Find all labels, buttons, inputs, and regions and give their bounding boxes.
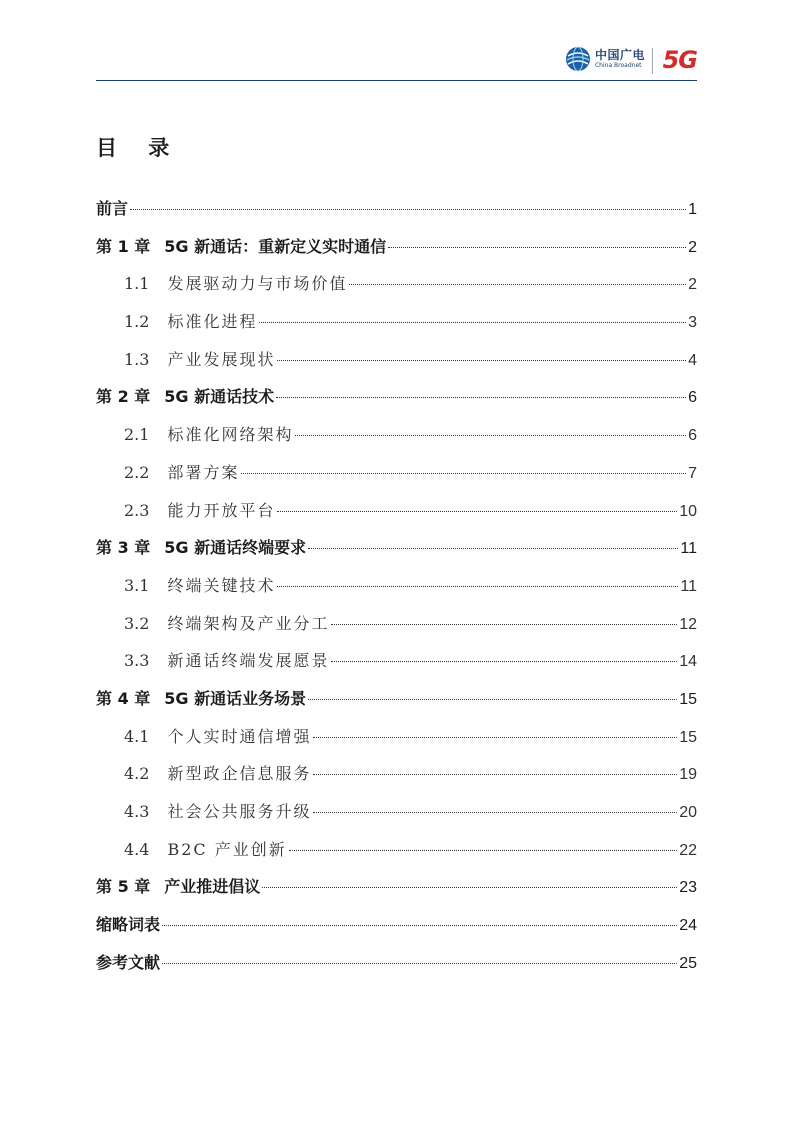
toc-dot-leader <box>130 209 686 210</box>
toc-entry-number: 2.3 <box>124 500 150 520</box>
table-of-contents <box>96 196 697 987</box>
toc-page-number: 15 <box>679 690 697 708</box>
logo-divider <box>652 48 653 74</box>
toc-entry-number: 第 3 章 <box>96 538 151 558</box>
toc-entry[interactable] <box>96 498 697 536</box>
toc-dot-leader <box>289 850 677 851</box>
toc-dot-leader <box>162 925 677 926</box>
toc-page-number: 19 <box>679 766 697 784</box>
toc-entry[interactable] <box>96 648 697 686</box>
toc-dot-leader <box>277 586 678 587</box>
toc-entry[interactable] <box>96 724 697 762</box>
toc-dot-leader <box>313 774 677 775</box>
toc-entry-number: 第 2 章 <box>96 387 151 407</box>
toc-dot-leader <box>349 284 686 285</box>
toc-dot-leader <box>259 322 686 323</box>
toc-entry-number: 2.1 <box>124 425 150 445</box>
toc-entry-label: 发展驱动力与市场价值 <box>167 274 348 294</box>
toc-entry-number: 第 1 章 <box>96 236 151 256</box>
toc-entry-label: 部署方案 <box>167 462 240 482</box>
logo-cn-text: 中国广电 <box>594 48 645 62</box>
page-title: 目 录 <box>96 136 182 160</box>
toc-page-number: 4 <box>688 351 697 369</box>
toc-entry-number: 4.1 <box>124 726 150 746</box>
toc-entry[interactable] <box>96 384 697 422</box>
toc-entry-label: 新型政企信息服务 <box>167 764 312 784</box>
toc-page-number: 11 <box>680 577 697 595</box>
toc-page-number: 3 <box>688 314 697 332</box>
toc-dot-leader <box>331 661 677 662</box>
toc-entry[interactable] <box>96 799 697 837</box>
toc-entry-number: 1.3 <box>124 349 150 369</box>
toc-page-number: 2 <box>688 276 697 294</box>
toc-entry[interactable] <box>96 535 697 573</box>
toc-entry-number: 第 4 章 <box>96 688 151 708</box>
toc-page-number: 6 <box>688 389 697 407</box>
toc-entry-number: 4.2 <box>124 764 150 784</box>
toc-entry-label: 社会公共服务升级 <box>167 802 312 821</box>
toc-entry-label: 个人实时通信增强 <box>167 726 312 746</box>
toc-entry-number: 3.1 <box>124 575 150 595</box>
toc-entry-number: 2.2 <box>124 462 150 482</box>
toc-entry-number: 1.2 <box>124 312 150 332</box>
toc-entry[interactable] <box>96 874 697 912</box>
toc-page-number: 10 <box>679 502 697 520</box>
toc-entry-label: 产业推进倡议 <box>164 877 261 897</box>
toc-dot-leader <box>276 397 686 398</box>
toc-entry[interactable] <box>96 347 697 385</box>
toc-entry-label: 5G 新通话终端要求 <box>164 538 307 558</box>
toc-entry[interactable] <box>96 912 697 950</box>
toc-entry[interactable] <box>96 271 697 309</box>
toc-page-number: 1 <box>688 201 697 218</box>
5g-logo: 5G <box>662 46 697 74</box>
toc-entry[interactable] <box>96 460 697 498</box>
toc-dot-leader <box>313 737 677 738</box>
toc-entry-label: B2C 产业创新 <box>167 839 287 859</box>
toc-entry[interactable] <box>96 686 697 724</box>
toc-page-number: 6 <box>688 427 697 445</box>
toc-dot-leader <box>295 435 686 436</box>
toc-entry-number: 第 5 章 <box>96 877 151 897</box>
toc-dot-leader <box>277 511 677 512</box>
toc-entry-number: 4.4 <box>124 839 150 859</box>
toc-dot-leader <box>308 548 678 549</box>
toc-entry-label: 5G 新通话：重新定义实时通信 <box>164 236 387 256</box>
toc-dot-leader <box>388 247 686 248</box>
toc-dot-leader <box>262 887 677 888</box>
toc-entry[interactable] <box>96 196 697 234</box>
toc-dot-leader <box>331 624 677 625</box>
toc-entry-number: 4.3 <box>124 802 150 821</box>
toc-page-number: 12 <box>679 615 697 633</box>
toc-dot-leader <box>162 963 677 964</box>
toc-entry-label: 5G 新通话业务场景 <box>164 688 307 708</box>
toc-entry-number: 3.3 <box>124 651 150 671</box>
toc-page-number: 23 <box>679 879 697 897</box>
page-header <box>96 40 697 81</box>
china-broadnet-logo <box>565 46 645 72</box>
toc-dot-leader <box>241 473 686 474</box>
toc-entry-number: 3.2 <box>124 613 150 633</box>
toc-entry[interactable] <box>96 234 697 272</box>
toc-entry-number: 1.1 <box>124 274 150 294</box>
toc-page-number: 15 <box>679 728 697 746</box>
toc-entry-label: 标准化进程 <box>167 312 258 332</box>
toc-page-number: 20 <box>679 804 697 821</box>
toc-entry-label: 终端关键技术 <box>167 575 276 595</box>
toc-entry-label: 产业发展现状 <box>167 349 276 369</box>
toc-page-number: 24 <box>679 917 697 935</box>
toc-entry-label: 标准化网络架构 <box>167 425 294 445</box>
toc-page-number: 7 <box>688 464 697 482</box>
toc-entry[interactable] <box>96 761 697 799</box>
toc-entry-label: 新通话终端发展愿景 <box>167 651 330 671</box>
toc-entry[interactable] <box>96 573 697 611</box>
toc-entry-label: 缩略词表 <box>96 915 161 935</box>
toc-page-number: 14 <box>679 653 697 671</box>
toc-entry[interactable] <box>96 309 697 347</box>
toc-entry-label: 终端架构及产业分工 <box>167 613 330 633</box>
toc-page-number: 2 <box>688 238 697 256</box>
toc-page-number: 22 <box>679 841 697 859</box>
toc-dot-leader <box>313 812 677 813</box>
toc-entry-label: 参考文献 <box>96 952 161 972</box>
toc-page-number: 11 <box>680 540 697 558</box>
toc-entry[interactable] <box>96 611 697 649</box>
logo-en-text: China Broadnet <box>594 62 642 69</box>
toc-entry-label: 前言 <box>96 199 129 218</box>
toc-entry-label: 5G 新通话技术 <box>164 387 275 407</box>
globe-logo-icon <box>565 46 591 72</box>
toc-dot-leader <box>308 699 677 700</box>
toc-entry[interactable] <box>96 950 697 988</box>
toc-entry-label: 能力开放平台 <box>167 500 276 520</box>
toc-entry[interactable] <box>96 837 697 875</box>
toc-entry[interactable] <box>96 422 697 460</box>
toc-dot-leader <box>277 360 686 361</box>
toc-page-number: 25 <box>679 954 697 972</box>
